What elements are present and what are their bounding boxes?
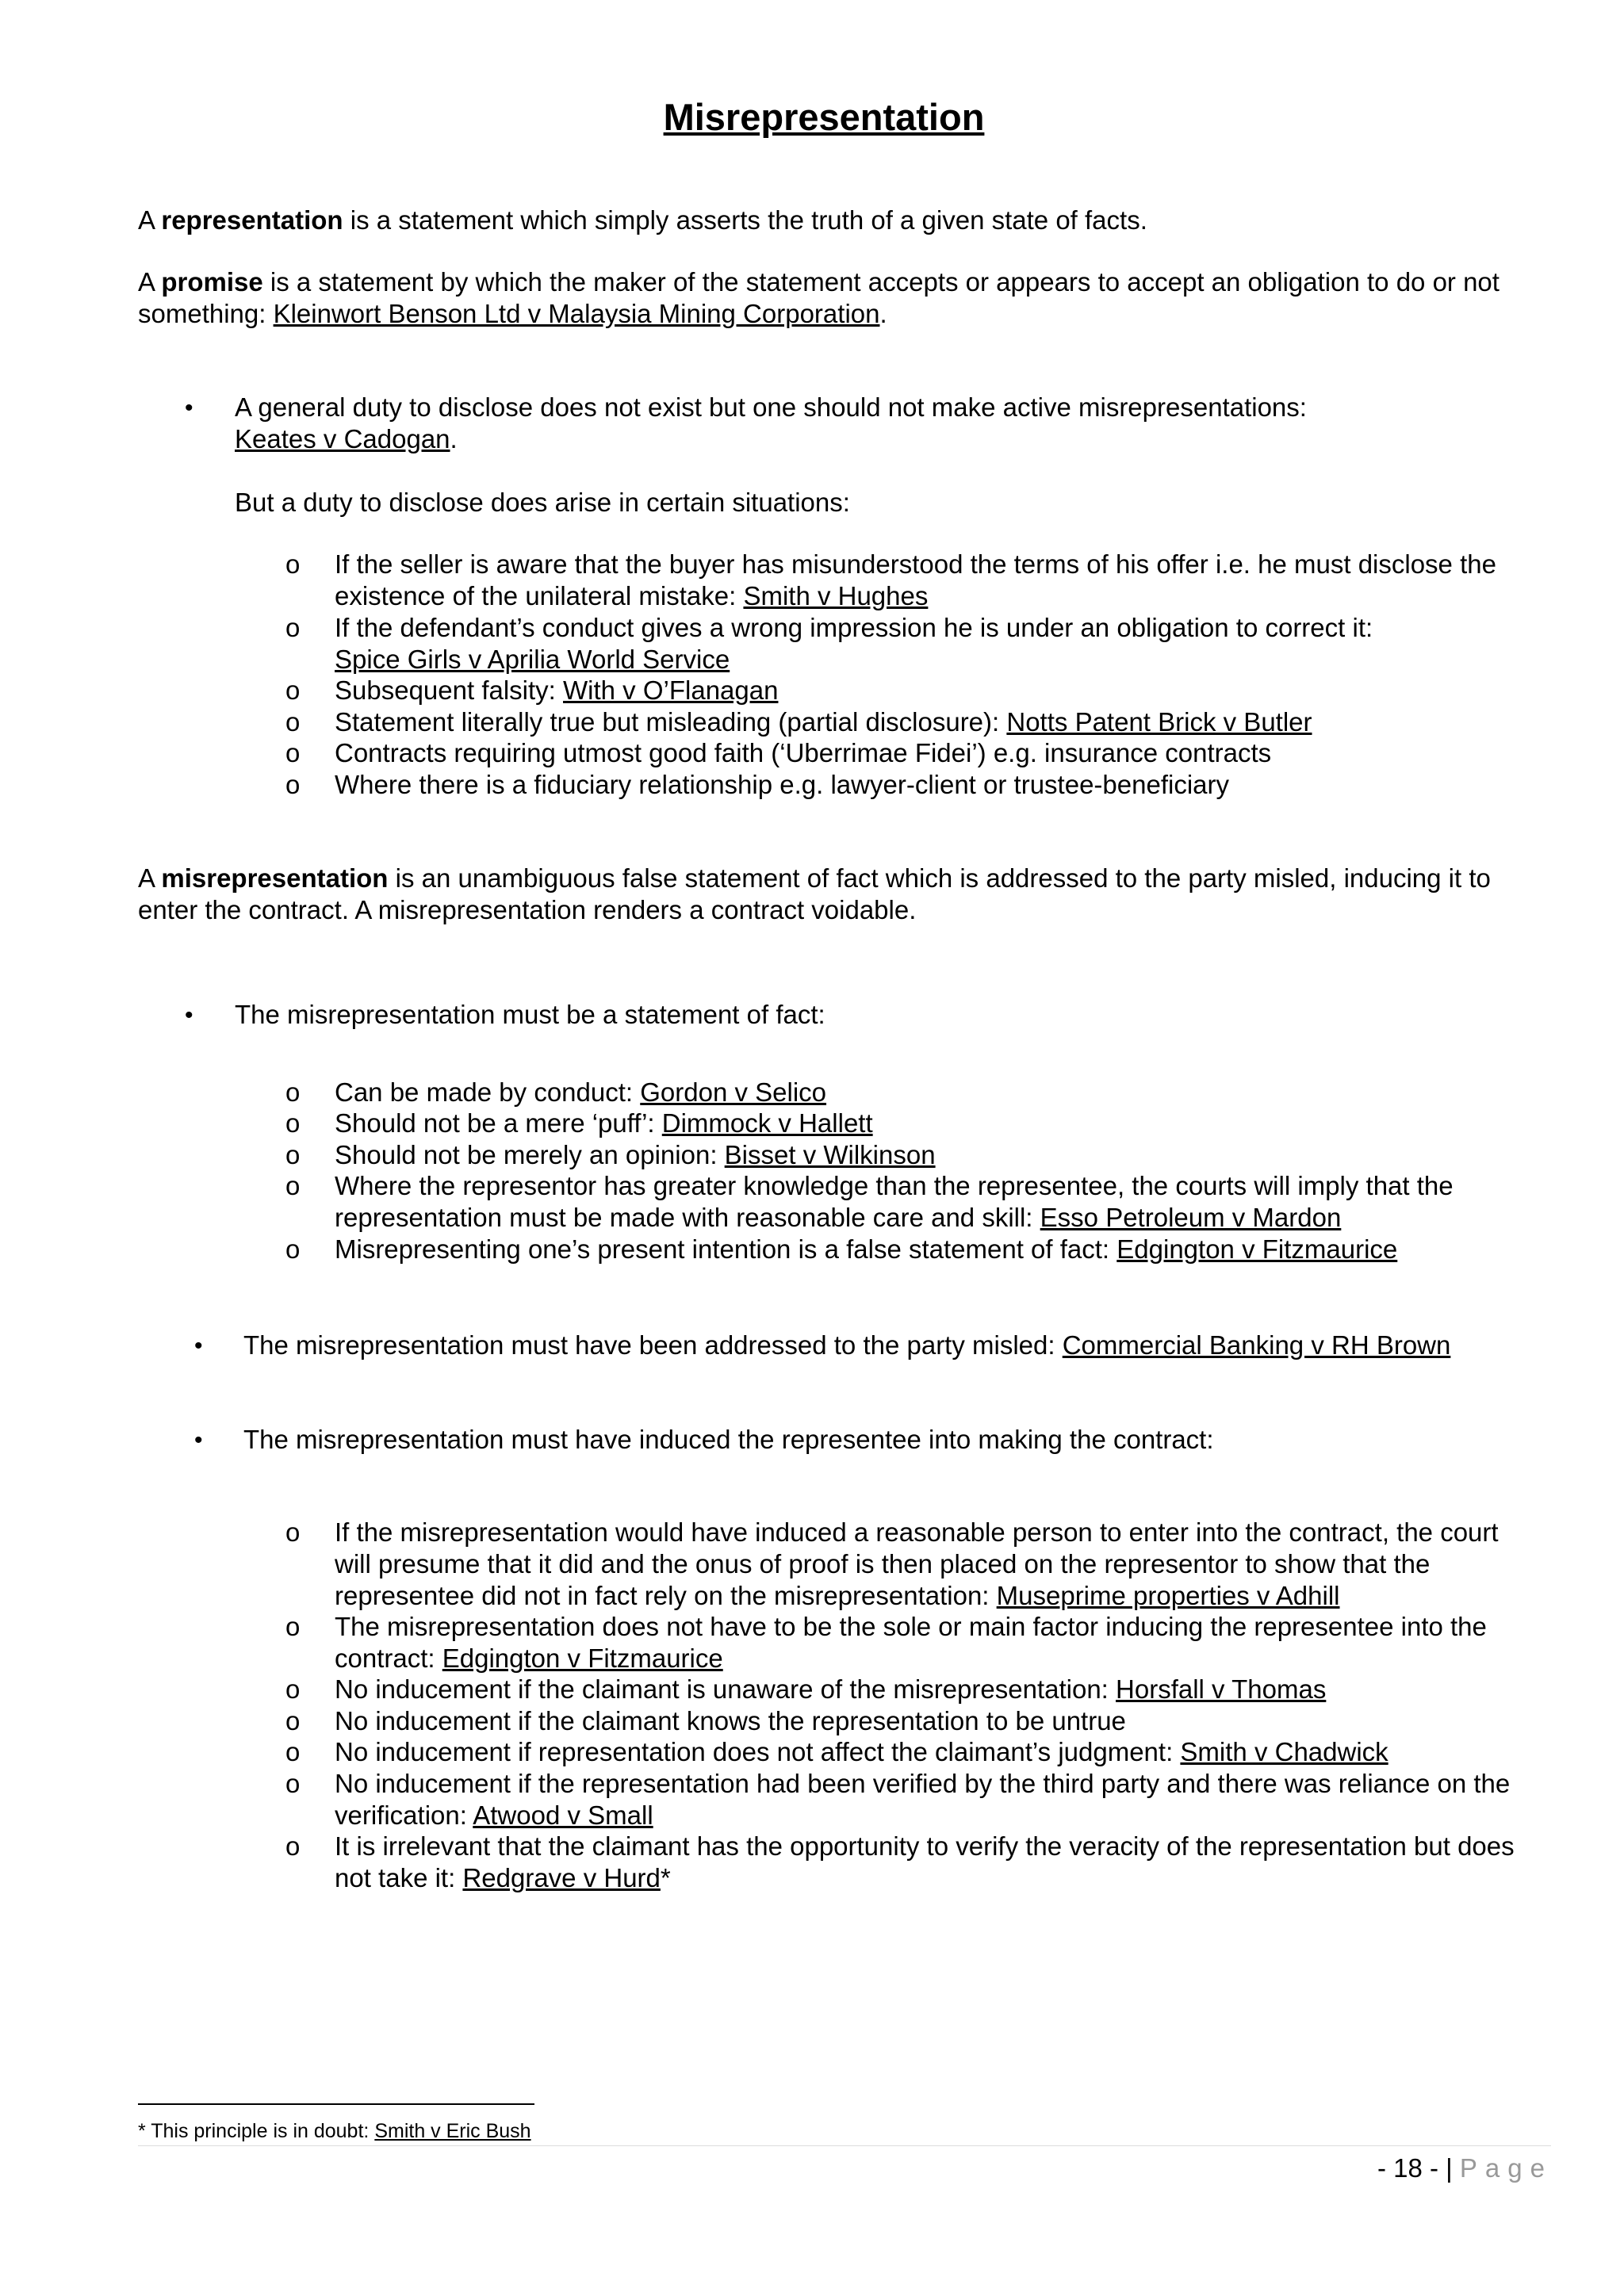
case-citation: Museprime properties v Adhill: [996, 1581, 1340, 1610]
bullet-marker: •: [185, 395, 193, 421]
footnote-separator: [138, 2103, 534, 2105]
case-citation: Kleinwort Benson Ltd v Malaysia Mining Corporation: [273, 299, 880, 328]
case-citation: Smith v Eric Bush: [374, 2120, 531, 2142]
representation-term: representation: [161, 205, 343, 235]
case-citation: Commercial Banking v RH Brown: [1062, 1330, 1451, 1360]
representation-definition: A representation is a statement which simply asserts the truth of a given state of facts.: [138, 205, 1147, 235]
case-citation: Spice Girls v Aprilia World Service: [335, 645, 730, 674]
case-citation: Smith v Chadwick: [1180, 1737, 1388, 1766]
page-number: - 18 - | Page: [1377, 2153, 1553, 2183]
misrepresentation-term: misrepresentation: [161, 863, 389, 893]
promise-term: promise: [161, 267, 263, 297]
bullet-disclose: A general duty to disclose does not exist but one should not make active misrepresentations: Keates v Cadogan.: [235, 392, 1307, 453]
case-citation: Bisset v Wilkinson: [724, 1140, 936, 1169]
case-citation: Keates v Cadogan: [235, 424, 450, 453]
case-citation: Redgrave v Hurd: [462, 1863, 661, 1892]
case-citation: Gordon v Selico: [640, 1077, 827, 1107]
case-citation: Notts Patent Brick v Butler: [1006, 707, 1312, 737]
footnote-marker: *: [660, 1863, 671, 1892]
page-label: Page: [1459, 2153, 1553, 2183]
document-page: Misrepresentation A representation is a statement which simply asserts the truth of a given state of facts. A promise is a statement by which the maker of the statement accepts or appears to accept an obligation to do or not something: Kleinwort Benson Ltd v Malaysia Mining Corporation. • A general duty to disclose does not exist but one should not make active misrepresentations: Keates v Cadogan. But a duty to disclose does arise in certain situations: o If the seller is aware that the buyer has misunderstood the terms of his offer i.e. he must disclose the existence of the unilateral mistake: Smith v Hughes o If the defendant’s conduct gives a wrong impression he is under an obligation to correct it: Spice Girls v Aprilia World Service o Subsequent falsity: With v O’Flanagan o Statement literally true but misleading (partial disclosure): Notts Patent Brick v Butler o Contracts requiring utmost good faith (‘Uberrimae Fidei’) e.g. insurance contracts o Where there is a fiduciary relationship e.g. lawyer-client or trustee-beneficiary A misrepresentation is an unambiguous false statement of fact which is addressed to the party misled, inducing it to enter the contract. A misrepresentation renders a contract voidable. • The misrepresentation must be a statement of fact: o Can be made by conduct: Gordon v Selico o Should not be a mere ‘puff’: Dimmock v Hallett o Should not be merely an opinion: Bisset v Wilkinson o Where the representor has greater knowledge than the representee, the courts will imply that the representation must be made with reasonable care and skill: Esso Petroleum v Mardon o Misrepresenting one’s present intention is a false statement of fact: Edgington v Fitzmaurice • The misrepresentation must have been addressed to the party misled: Commercial Banking v RH Brown • The misrepresentation must have induced the representee into making the contract: o If the misrepresentation would have induced a reasonable person to enter into the contract, the court will presume that it did and the onus of proof is then placed on the representor to show that the representee did not in fact rely on the misrepresentation: Museprime properties v Adhill o The misrepresentation does not have to be the sole or main factor inducing the representee into the contract: Edgington v Fitzmaurice o No inducement if the claimant is unaware of the misrepresentation: Horsfall v Thomas o No inducement if the claimant knows the representation to be untrue o No inducement if representation does not affect the claimant’s judgment: Smith v Chadwick o No inducement if the representation had been verified by the third party and there was reliance on the verification: Atwood v Small o It is irrelevant that the claimant has the opportunity to verify the veracity of the representation but does not take it: Redgrave v Hurd* * This principle is in doubt: Smith v Eric Bush - 18 - | Page: [0, 0, 1624, 2296]
footnote: * This principle is in doubt: Smith v Eric Bush: [138, 2120, 531, 2142]
case-citation: Smith v Hughes: [743, 581, 929, 610]
misrepresentation-definition: A misrepresentation is an unambiguous false statement of fact which is addressed to the party misled, inducing it to enter the contract. A misrepresentation renders a contract voidable.: [138, 863, 1491, 924]
footer-separator: [138, 2145, 1551, 2146]
bullet-addressed: The misrepresentation must have been addressed to the party misled: Commercial Banking v RH Brown: [243, 1330, 1451, 1360]
case-citation: Edgington v Fitzmaurice: [442, 1644, 723, 1673]
bullet-statement-of-fact: The misrepresentation must be a statement of fact:: [235, 1000, 825, 1029]
case-citation: Esso Petroleum v Mardon: [1040, 1203, 1342, 1232]
case-citation: Edgington v Fitzmaurice: [1116, 1234, 1398, 1264]
bullet-marker: •: [194, 1427, 203, 1453]
promise-definition: A promise is a statement by which the maker of the statement accepts or appears to accept an obligation to do or not something: Kleinwort Benson Ltd v Malaysia Mining Corporation.: [138, 267, 1500, 328]
case-citation: Atwood v Small: [473, 1800, 653, 1830]
case-citation: Horsfall v Thomas: [1116, 1674, 1327, 1704]
page-title: Misrepresentation: [663, 96, 985, 138]
bullet-induced: The misrepresentation must have induced the representee into making the contract:: [243, 1425, 1214, 1454]
disclose-intro: But a duty to disclose does arise in certain situations:: [235, 488, 850, 517]
bullet-marker: •: [194, 1333, 203, 1359]
case-citation: With v O’Flanagan: [563, 675, 779, 705]
case-citation: Dimmock v Hallett: [661, 1108, 873, 1138]
bullet-marker: •: [185, 1002, 193, 1028]
